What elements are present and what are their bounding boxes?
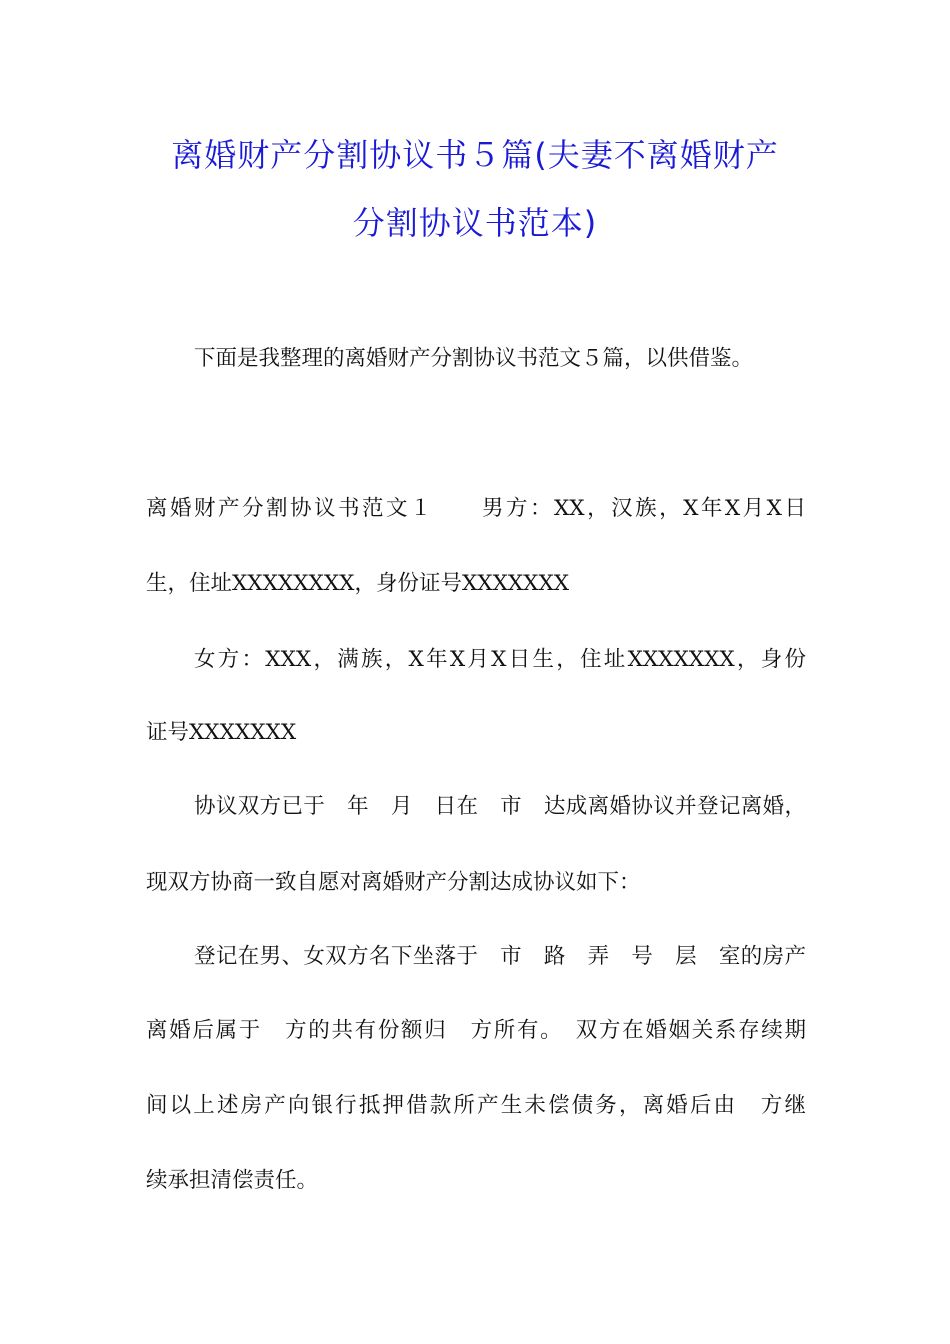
document-title-line-1: 离婚财产分割协议书５篇(夫妻不离婚财产 <box>171 136 779 174</box>
intro-paragraph: 下面是我整理的离婚财产分割协议书范文５篇，以供借鉴。 <box>194 346 754 371</box>
paragraph-line: 现双方协商一致自愿对离婚财产分割达成协议如下： <box>146 870 641 895</box>
paragraph-line: 离婚财产分割协议书范文１ 男方：XX，汉族，X年X月X日 <box>146 496 806 521</box>
paragraph-line: 登记在男、女双方名下坐落于 市 路 弄 号 层 室的房产 <box>194 944 806 969</box>
paragraph-line: 协议双方已于 年 月 日在 市 达成离婚协议并登记离婚， <box>194 794 806 819</box>
paragraph-line: 续承担清偿责任。 <box>146 1168 319 1193</box>
paragraph-line: 证号XXXXXXX <box>146 720 297 745</box>
paragraph-line: 间以上述房产向银行抵押借款所产生未偿债务，离婚后由 方继 <box>146 1093 806 1118</box>
paragraph-line: 生，住址XXXXXXXX，身份证号XXXXXXX <box>146 571 570 596</box>
paragraph-line: 女方：XXX，满族，X年X月X日生，住址XXXXXXX，身份 <box>194 647 806 672</box>
paragraph-line: 离婚后属于 方的共有份额归 方所有。 双方在婚姻关系存续期 <box>146 1018 806 1043</box>
document-title-line-2: 分割协议书范本) <box>352 204 598 242</box>
